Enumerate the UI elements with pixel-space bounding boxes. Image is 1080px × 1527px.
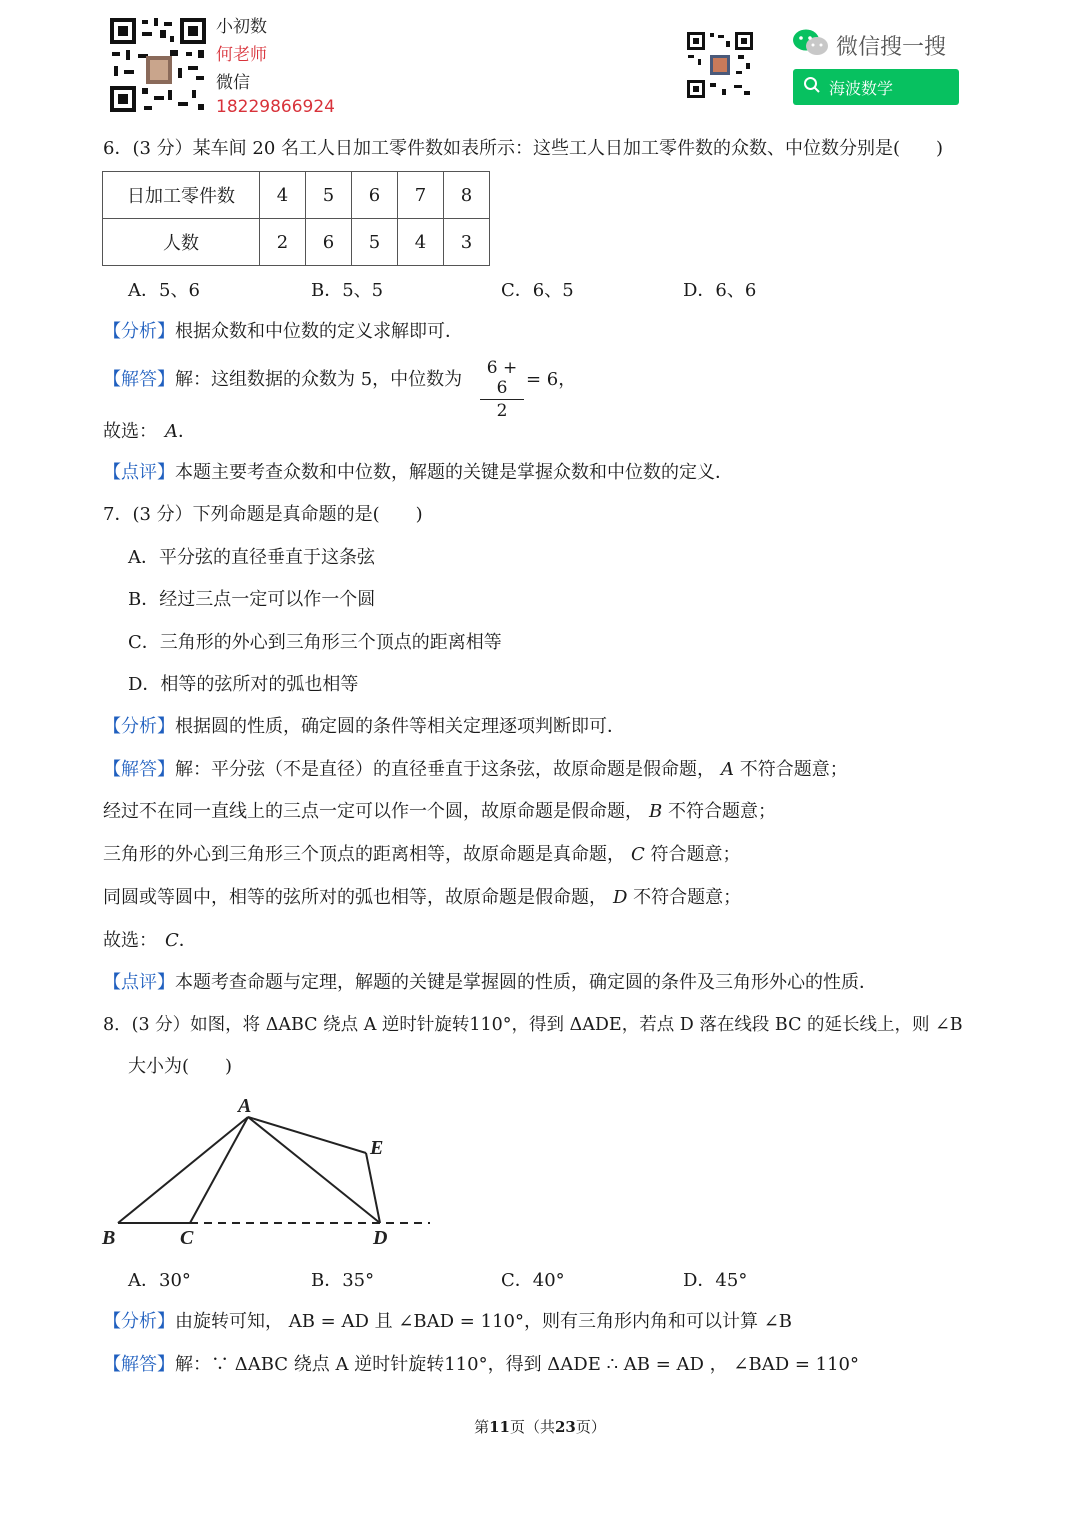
answer-text: 不符合题意；	[627, 887, 742, 908]
answer-text: 不符合题意；	[662, 801, 776, 822]
q7-option-c: C．三角形的外心到三角形三个顶点的距离相等	[128, 632, 502, 653]
segment-ac	[190, 1117, 248, 1223]
q6-comment	[103, 462, 733, 484]
page-footer	[0, 1416, 1080, 1437]
segment-ad	[248, 1117, 380, 1223]
answer-text: 解：平分弦（不是直径）的直径垂直于这条弦，故原命题是假命题，	[175, 759, 715, 780]
table-header-cell: 人数	[103, 219, 260, 266]
analysis-text: 根据圆的性质，确定圆的条件等相关定理逐项判断即可．	[175, 716, 625, 737]
table-cell: 4	[398, 219, 444, 266]
choose-value: C	[165, 930, 179, 951]
fraction	[480, 358, 524, 421]
q7-answer-line-2	[103, 801, 776, 823]
q8-option-a: A．30°	[128, 1270, 191, 1291]
q6-choose	[103, 421, 196, 443]
choose-end: ．	[178, 930, 197, 951]
q7-option-d: D．相等的弦所对的弧也相等	[128, 674, 359, 695]
analysis-tag: 【分析】	[103, 1311, 175, 1332]
q8-stem-line-1: 8．(3 分）如图，将 ΔABC 绕点 A 逆时针旋转110°，得到 ΔADE，若点 D 落在线段 BC 的延长线上，则 ∠B	[103, 1015, 963, 1035]
answer-text: 符合题意；	[644, 844, 741, 865]
choose-end: ．	[178, 421, 196, 442]
q6-option-b: B．5、5	[311, 280, 384, 301]
choose-label: 故选：	[103, 421, 157, 442]
choose-value: A	[165, 421, 178, 442]
q7-choose	[103, 930, 197, 952]
note-line-2: 何老师	[216, 45, 267, 65]
answer-variable: D	[613, 887, 628, 908]
label-b: B	[102, 1227, 116, 1249]
geometry-figure	[100, 1092, 440, 1252]
wechat-search-title: 微信搜一搜	[836, 35, 947, 60]
search-icon	[803, 76, 821, 98]
table-row	[103, 219, 490, 266]
comment-tag: 【点评】	[103, 462, 175, 483]
fraction-denominator: 2	[496, 401, 508, 421]
footer-suffix: 页）	[575, 1418, 606, 1436]
note-line-3: 微信	[216, 73, 250, 93]
q8-option-b: B．35°	[311, 1270, 375, 1291]
q6-analysis	[103, 321, 463, 343]
q6-option-d: D．6、6	[683, 280, 757, 301]
note-phone: 18229866924	[216, 97, 335, 117]
answer-text: 解：∵ ΔABC 绕点 A 逆时针旋转110°，得到 ΔADE ∴ AB = AD ， ∠BAD = 110°	[175, 1354, 860, 1375]
q6-stem: 6．(3 分）某车间 20 名工人日加工零件数如表所示：这些工人日加工零件数的众数、中位数分别是( )	[103, 138, 944, 159]
label-d: D	[373, 1227, 388, 1249]
q6-option-a: A．5、6	[128, 280, 200, 301]
comment-text: 本题考查命题与定理，解题的关键是掌握圆的性质，确定圆的条件及三角形外心的性质．	[175, 972, 877, 993]
answer-text: 三角形的外心到三角形三个顶点的距离相等，故原命题是真命题，	[103, 844, 625, 865]
q7-analysis	[103, 716, 625, 738]
comment-text: 本题主要考查众数和中位数，解题的关键是掌握众数和中位数的定义．	[175, 462, 733, 483]
search-button-label: 海波数学	[829, 78, 894, 98]
table-header-cell: 日加工零件数	[103, 172, 260, 219]
analysis-tag: 【分析】	[103, 716, 175, 737]
wechat-icon	[792, 28, 830, 58]
answer-variable: B	[649, 801, 663, 822]
q6-answer-suffix: = 6，	[526, 369, 577, 390]
q7-answer-line-4	[103, 887, 741, 909]
analysis-tag: 【分析】	[103, 321, 175, 342]
qr-code-right	[686, 31, 754, 99]
q7-answer-line-1	[103, 759, 848, 781]
table-cell: 4	[260, 172, 306, 219]
answer-text: 不符合题意；	[734, 759, 848, 780]
segment-ab	[118, 1117, 248, 1223]
answer-tag: 【解答】	[103, 1354, 175, 1375]
table-cell: 5	[352, 219, 398, 266]
fraction-bar	[480, 399, 524, 400]
search-button[interactable]	[793, 69, 959, 105]
q8-stem-line-2: 大小为( )	[128, 1056, 233, 1077]
q8-option-d: D．45°	[683, 1270, 748, 1291]
answer-tag: 【解答】	[103, 759, 175, 780]
table-cell: 5	[306, 172, 352, 219]
fraction-numerator: 6 + 6	[486, 358, 518, 398]
q8-answer	[103, 1354, 859, 1376]
table-cell: 7	[398, 172, 444, 219]
page-number: 11	[489, 1418, 510, 1436]
label-a: A	[238, 1095, 252, 1117]
q8-analysis	[103, 1311, 792, 1333]
footer-middle: 页（共	[509, 1418, 555, 1436]
choose-label: 故选：	[103, 930, 157, 951]
note-line-1: 小初数	[216, 17, 267, 37]
segment-ae	[248, 1117, 366, 1153]
q7-option-b: B．经过三点一定可以作一个圆	[128, 589, 376, 610]
q7-comment	[103, 972, 877, 994]
analysis-text: 根据众数和中位数的定义求解即可．	[175, 321, 463, 342]
table-cell: 6	[306, 219, 352, 266]
answer-variable: A	[721, 759, 734, 780]
q7-stem: 7．(3 分）下列命题是真命题的是( )	[103, 504, 423, 525]
q6-option-c: C．6、5	[501, 280, 574, 301]
q8-option-c: C．40°	[501, 1270, 565, 1291]
label-e: E	[370, 1137, 384, 1159]
footer-prefix: 第	[474, 1418, 490, 1436]
table-cell: 3	[444, 219, 490, 266]
answer-tag: 【解答】	[103, 369, 175, 390]
total-pages: 23	[555, 1418, 576, 1436]
answer-text: 经过不在同一直线上的三点一定可以作一个圆，故原命题是假命题，	[103, 801, 643, 822]
answer-variable: C	[631, 844, 645, 865]
table-cell: 2	[260, 219, 306, 266]
analysis-text: 由旋转可知， AB = AD 且 ∠BAD = 110°，则有三角形内角和可以计算 ∠B	[175, 1311, 792, 1332]
q7-answer-line-3	[103, 844, 741, 866]
answer-text: 解：这组数据的众数为 5，中位数为	[175, 369, 463, 390]
qr-code-left	[108, 16, 208, 114]
table-cell: 8	[444, 172, 490, 219]
q6-table	[102, 171, 490, 266]
answer-text: 同圆或等圆中，相等的弦所对的弧也相等，故原命题是假命题，	[103, 887, 607, 908]
table-cell: 6	[352, 172, 398, 219]
comment-tag: 【点评】	[103, 972, 175, 993]
label-c: C	[180, 1227, 194, 1249]
q6-answer	[103, 369, 462, 391]
q7-option-a: A．平分弦的直径垂直于这条弦	[128, 547, 375, 568]
table-row	[103, 172, 490, 219]
